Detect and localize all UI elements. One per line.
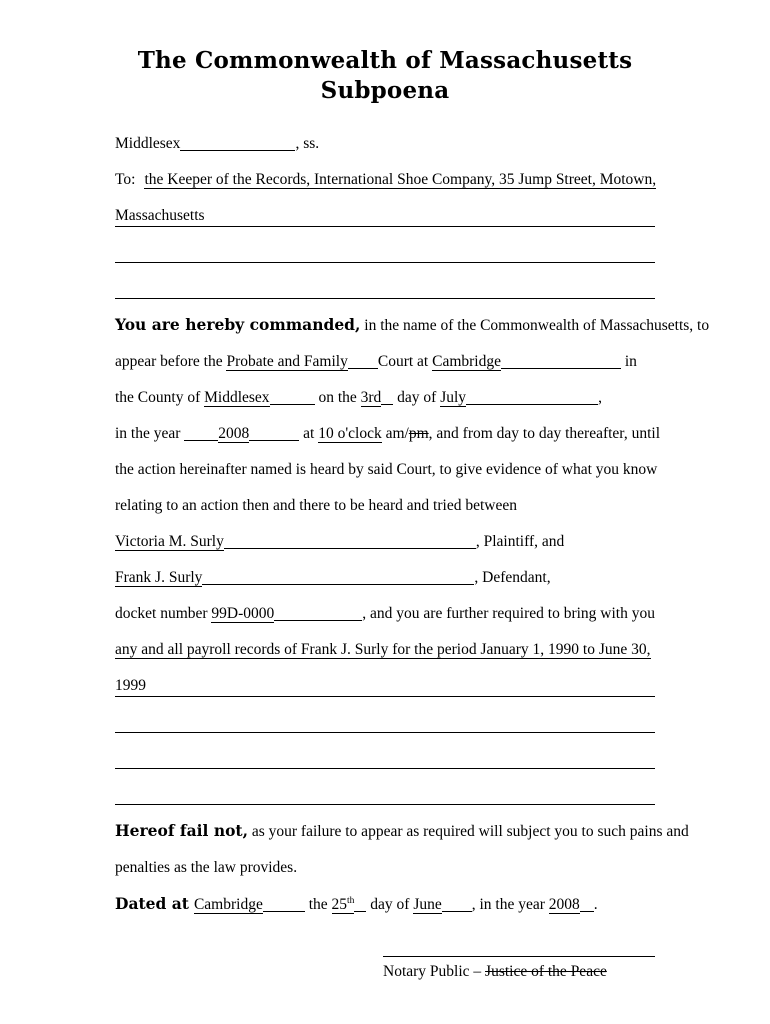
- blank-rule-5[interactable]: [115, 785, 655, 805]
- county-value-tail[interactable]: [270, 403, 315, 405]
- defendant-suffix-text: , Defendant,: [474, 569, 551, 586]
- year-field[interactable]: 2008: [218, 425, 250, 442]
- ss-suffix-text: , ss.: [295, 135, 320, 152]
- records-field-line1[interactable]: any and all payroll records of Frank J. Surly for the period January 1, 1990 to June 30,: [115, 641, 651, 658]
- in-the-year-text: in the year: [115, 425, 185, 442]
- dated-city-tail[interactable]: [263, 910, 305, 912]
- commanded-rest-text: in the name of the Commonwealth of Massachusetts, to: [360, 317, 710, 334]
- court-city-field[interactable]: Cambridge: [432, 353, 501, 370]
- dated-day-ordinal: th: [347, 895, 355, 906]
- dated-line: [115, 894, 655, 915]
- blank-rule-1[interactable]: [115, 243, 655, 263]
- after-time-text: , and from day to day thereafter, until: [428, 425, 661, 442]
- recipient-field-line2[interactable]: Massachusetts: [115, 206, 205, 227]
- document-header: [115, 46, 655, 106]
- plaintiff-name-field[interactable]: Victoria M. Surly: [115, 533, 224, 550]
- defendant-tail[interactable]: [202, 583, 474, 585]
- signature-line[interactable]: [383, 943, 655, 957]
- commanded-lead-text: You are hereby commanded,: [115, 315, 361, 334]
- records-line-1: [115, 640, 655, 660]
- time-field[interactable]: 10 o'clock: [318, 425, 382, 442]
- docket-number-field[interactable]: 99D-0000: [211, 605, 275, 622]
- dated-month-field[interactable]: June: [413, 896, 442, 913]
- court-name-field[interactable]: Probate and Family: [226, 353, 348, 370]
- plaintiff-line: [115, 532, 655, 552]
- hereof-rest-text: as your failure to appear as required will subject you to such pains and: [247, 823, 689, 840]
- hereof-lead-text: Hereof fail not,: [115, 821, 248, 840]
- records-blank-tail[interactable]: [146, 676, 655, 697]
- records-line-2: [115, 676, 655, 697]
- blank-rule-3[interactable]: [115, 713, 655, 733]
- recipient-blank-tail[interactable]: [205, 206, 655, 227]
- year-time-line: [115, 424, 661, 444]
- dated-year-field[interactable]: 2008: [548, 896, 580, 913]
- county-value-field[interactable]: Middlesex: [204, 389, 270, 406]
- docket-suffix-text: , and you are further required to bring with you: [362, 605, 655, 622]
- docket-tail[interactable]: [274, 619, 362, 621]
- month-tail[interactable]: [466, 403, 598, 405]
- justice-struck-text: Justice of the Peace: [485, 963, 607, 980]
- penalties-line: penalties as the law provides.: [115, 859, 298, 876]
- recipient-field-line1[interactable]: the Keeper of the Records, International Shoe Company, 35 Jump Street, Motown,: [144, 171, 657, 188]
- year-tail[interactable]: [249, 439, 299, 441]
- appear-before-text: appear before the: [115, 353, 227, 370]
- court-city-tail[interactable]: [501, 367, 621, 369]
- title-commonwealth: The Commonwealth of Massachusetts: [137, 47, 633, 74]
- on-the-text: on the: [314, 389, 361, 406]
- to-line: [115, 170, 655, 190]
- dated-year-tail[interactable]: [580, 910, 594, 912]
- defendant-line: [115, 568, 655, 588]
- dated-day-field[interactable]: [332, 896, 355, 914]
- day-field[interactable]: 3rd: [360, 389, 382, 406]
- dated-lead-text: Dated at: [115, 894, 189, 913]
- signature-block: [383, 943, 655, 982]
- dated-day-number: 25: [331, 896, 348, 913]
- dated-month-tail[interactable]: [442, 910, 472, 912]
- year-lead-blank[interactable]: [184, 439, 218, 441]
- county-of-line: [115, 388, 655, 408]
- docket-label-text: docket number: [115, 605, 212, 622]
- the-text: the: [304, 896, 332, 913]
- county-of-text: the County of: [115, 389, 205, 406]
- hereof-line: [115, 821, 689, 842]
- at-text: at: [299, 425, 319, 442]
- blank-rule-2[interactable]: [115, 279, 655, 299]
- day-tail[interactable]: [381, 403, 393, 405]
- dated-day-tail[interactable]: [354, 910, 366, 912]
- county-ss-line: [115, 134, 655, 154]
- appear-before-line: [115, 352, 655, 372]
- signature-caption: [383, 962, 655, 982]
- defendant-name-field[interactable]: Frank J. Surly: [115, 569, 203, 586]
- day-of-text: day of: [393, 389, 441, 406]
- plaintiff-tail[interactable]: [224, 547, 476, 549]
- in-text: in: [620, 353, 637, 370]
- comma-text: ,: [598, 389, 602, 406]
- court-at-text: Court at: [377, 353, 433, 370]
- relating-line: relating to an action then and there to be heard and tried between: [115, 497, 517, 514]
- notary-label-text: Notary Public –: [383, 963, 486, 980]
- commanded-line: [115, 315, 710, 336]
- docket-line: [115, 604, 655, 624]
- pm-struck-text: pm: [408, 425, 429, 442]
- dated-day-of-text: day of: [366, 896, 414, 913]
- court-name-tail[interactable]: [348, 367, 378, 369]
- dated-year-prefix-text: , in the year: [471, 896, 549, 913]
- blank-rule-4[interactable]: [115, 749, 655, 769]
- county-preprinted-text: Middlesex: [115, 135, 181, 152]
- to-line-continuation: [115, 206, 655, 227]
- period-text: .: [593, 896, 598, 913]
- county-blank-field[interactable]: [180, 149, 295, 151]
- heard-line: the action hereinafter named is heard by said Court, to give evidence of what you know: [115, 461, 658, 478]
- month-field[interactable]: July: [440, 389, 467, 406]
- ampm-prefix-text: am/: [381, 425, 409, 442]
- to-label: To:: [115, 171, 136, 188]
- dated-city-field[interactable]: Cambridge: [193, 896, 263, 913]
- records-field-line2[interactable]: 1999: [115, 676, 146, 697]
- title-subpoena: Subpoena: [320, 77, 450, 104]
- plaintiff-suffix-text: , Plaintiff, and: [475, 533, 565, 550]
